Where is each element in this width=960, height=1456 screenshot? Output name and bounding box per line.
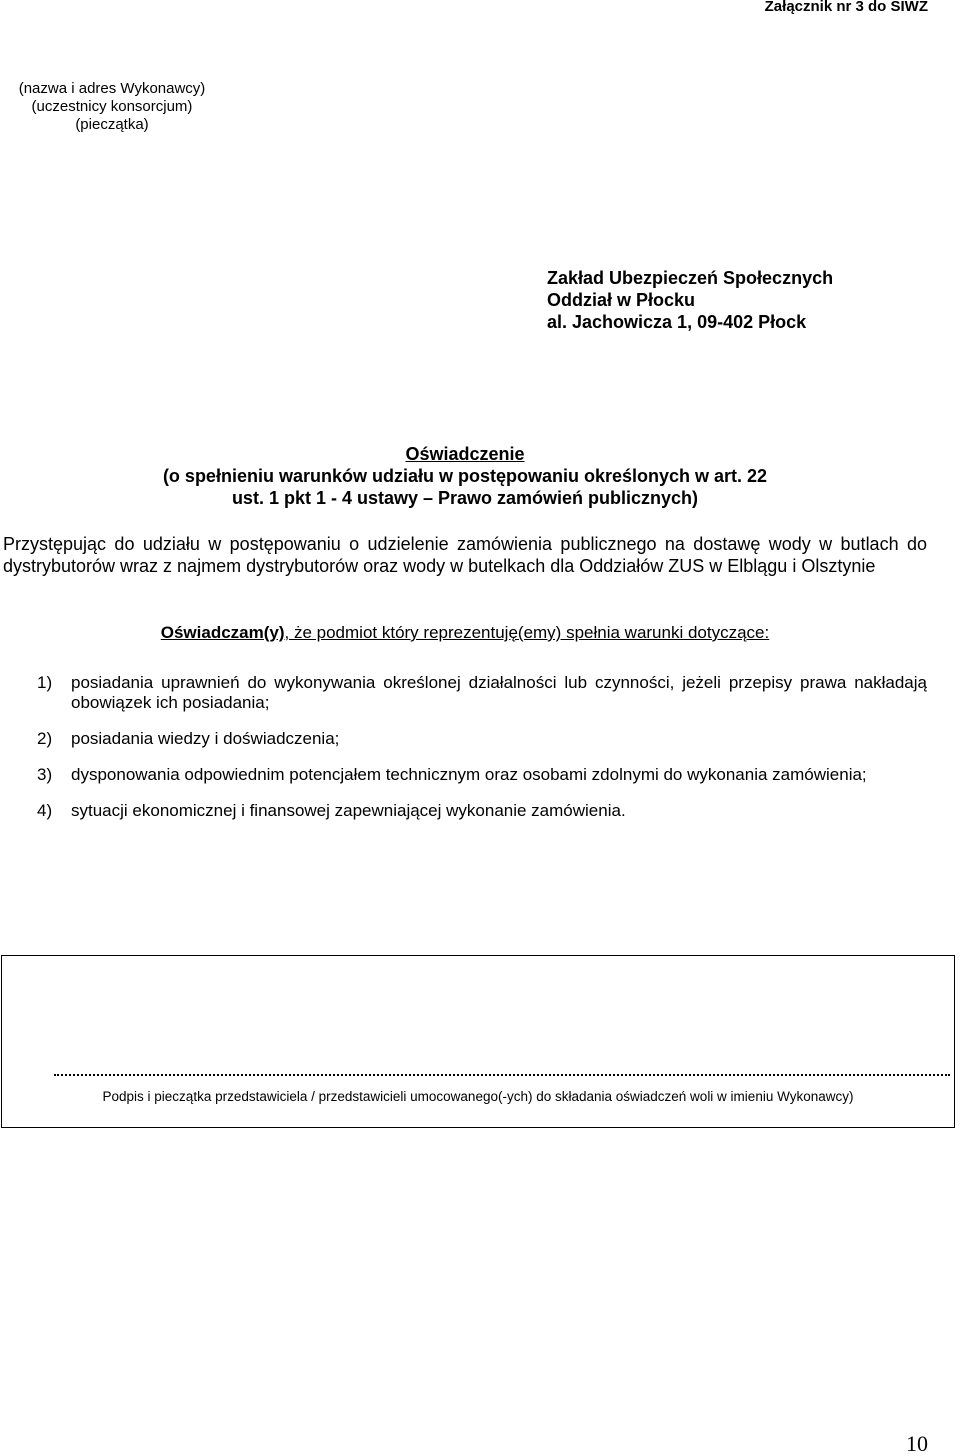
condition-item [37,673,927,713]
declaration-title: Oświadczenie [405,444,525,464]
condition-number: 4) [37,801,53,820]
declaration-subtitle: (o spełnieniu warunków udziału w postępowaniu określonych w art. 22 ust. 1 pkt 1 - 4 ustawy – Prawo zamówień publicznych) [162,466,768,508]
statement-bold: Oświadczam(y) [160,623,285,642]
recipient-branch: Oddział w Płocku [547,290,696,310]
recipient-street: al. Jachowicza 1, 09-402 Płock [547,312,807,332]
statement-rest: , że podmiot który reprezentuję(emy) spełnia warunki dotyczące: [284,623,770,642]
condition-text: sytuacji ekonomicznej i finansowej zapewniającej wykonanie zamówienia. [71,801,626,820]
condition-item [37,729,927,749]
signature-dotted-line [54,1074,950,1076]
condition-text: posiadania uprawnień do wykonywania określonej działalności lub czynności, jeżeli przepisy prawa nakładają obowiązek ich posiadania; [71,673,927,712]
contractor-block [2,80,222,134]
condition-number: 1) [37,673,53,692]
recipient-address [547,267,833,333]
consortium-line: (uczestnicy konsorcjum) [31,98,193,115]
condition-number: 2) [37,729,53,748]
contractor-name-line: (nazwa i adres Wykonawcy) [18,80,206,97]
recipient-name: Zakład Ubezpieczeń Społecznych [547,268,834,288]
condition-item [37,801,927,821]
condition-text: dysponowania odpowiednim potencjałem technicznym oraz osobami zdolnymi do wykonania zamówienia; [71,765,867,784]
intro-paragraph: Przystępując do udziału w postępowaniu o udzielenie zamówienia publicznego na dostawę wody w butlach do dystrybutorów wraz z najmem dystrybutorów oraz wody w butelkach dla Oddziałów ZUS w Elblągu i Olsztynie [3,534,927,576]
condition-text: posiadania wiedzy i doświadczenia; [71,729,340,748]
declaration-heading [0,443,930,509]
stamp-line: (pieczątka) [75,116,149,133]
attachment-label: Załącznik nr 3 do SIWZ [764,0,928,15]
signature-box [1,955,955,1128]
condition-number: 3) [37,765,53,784]
page-number: 10 [906,1431,928,1456]
statement-line [0,623,930,643]
condition-item [37,765,927,785]
conditions-list [37,673,927,837]
signature-caption: Podpis i pieczątka przedstawiciela / przedstawicieli umocowanego(-ych) do składania oświadczeń woli w imieniu Wykonawcy) [102,1089,854,1104]
